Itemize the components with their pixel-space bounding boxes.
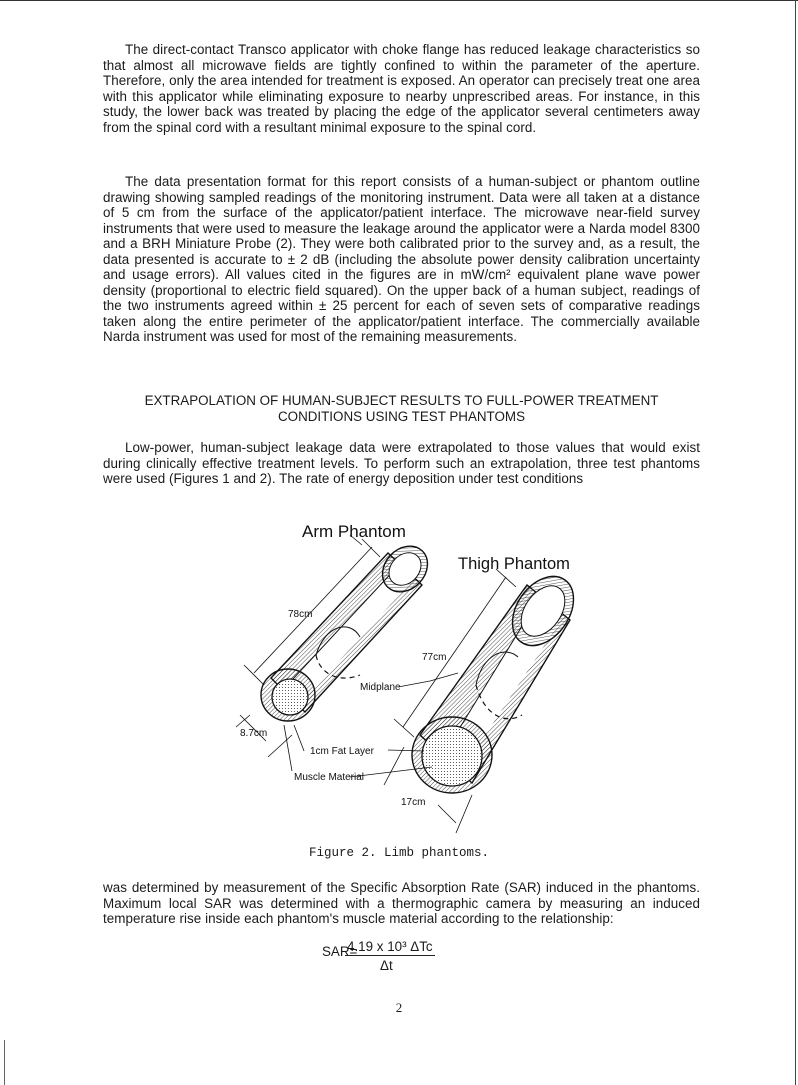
page-border-right bbox=[795, 0, 796, 1085]
muscle-material-label: Muscle Material bbox=[294, 772, 365, 783]
arm-diameter-label: 8.7cm bbox=[240, 728, 268, 739]
arm-phantom-title: Arm Phantom bbox=[302, 522, 406, 541]
fat-layer-label: 1cm Fat Layer bbox=[310, 746, 374, 757]
thigh-length-label: 77cm bbox=[422, 652, 447, 663]
arm-phantom-drawing bbox=[236, 537, 437, 757]
midplane-label: Midplane bbox=[360, 682, 401, 693]
page-border-top bbox=[0, 0, 798, 1]
section-heading-line1: EXTRAPOLATION OF HUMAN-SUBJECT RESULTS TO FULL-POWER TREATMENT bbox=[144, 393, 659, 408]
thigh-phantom-drawing bbox=[384, 565, 586, 833]
formula-denominator: Δt bbox=[380, 958, 393, 973]
paragraph-sar: was determined by measurement of the Specific Absorption Rate (SAR) induced in the phantoms. Maximum local SAR was determined with a thermographic camera by measuring an induced temperature rise inside each phantom's muscle material according to the relationship: bbox=[103, 880, 700, 927]
arm-length-label: 78cm bbox=[288, 609, 313, 620]
formula-lhs: SAR= bbox=[322, 944, 358, 959]
section-heading bbox=[103, 393, 700, 424]
paragraph-data-format: The data presentation format for this report consists of a human-subject or phantom outline drawing showing sampled readings of the monitoring instrument. Data were all taken at a distance of 5 cm from the surface of the applicator/patient interface. The microwave near-field survey instruments that were used to measure the leakage around the applicator were a Narda model 8300 and a BRH Miniature Probe (2). They were both calibrated prior to the survey and, as a result, the data presented is accurate to ± 2 dB (including the absolute power density calibration uncertainty and usage errors). All values cited in the figures are in mW/cm² equivalent plane wave power density (proportional to electric field squared). On the upper back of a human subject, readings of the two instruments agreed within ± 25 percent for each of seven sets of comparative readings taken along the entire perimeter of the applicator/patient interface. The commercially available Narda instrument was used for most of the remaining measurements. bbox=[103, 174, 700, 345]
section-heading-line2: CONDITIONS USING TEST PHANTOMS bbox=[277, 408, 525, 424]
formula-numerator: 4.19 x 10³ ΔTc bbox=[347, 939, 433, 954]
thigh-diameter-label: 17cm bbox=[401, 797, 426, 808]
paragraph-applicator: The direct-contact Transco applicator with choke flange has reduced leakage characteristics so that almost all microwave fields are tightly confined to within the parameter of the aperture. Therefore, only the area intended for treatment is exposed. An operator can precisely treat one area with this applicator while eliminating exposure to nearby unprescribed areas. For instance, in this study, the lower back was treated by placing the edge of the applicator several centimeters away from the spinal cord with a resultant minimal exposure to the spinal cord. bbox=[103, 42, 700, 135]
paragraph-extrapolation: Low-power, human-subject leakage data were extrapolated to those values that would exist during clinically effective treatment levels. To perform such an extrapolation, three test phantoms were used (Figures 1 and 2). The rate of energy deposition under test conditions bbox=[103, 440, 700, 487]
thigh-phantom-title: Thigh Phantom bbox=[458, 555, 570, 573]
page-border-left bbox=[4, 1040, 5, 1085]
limb-phantoms-figure bbox=[200, 515, 620, 840]
figure-caption: Figure 2. Limb phantoms. bbox=[308, 846, 490, 860]
page-number: 2 bbox=[395, 1000, 403, 1015]
